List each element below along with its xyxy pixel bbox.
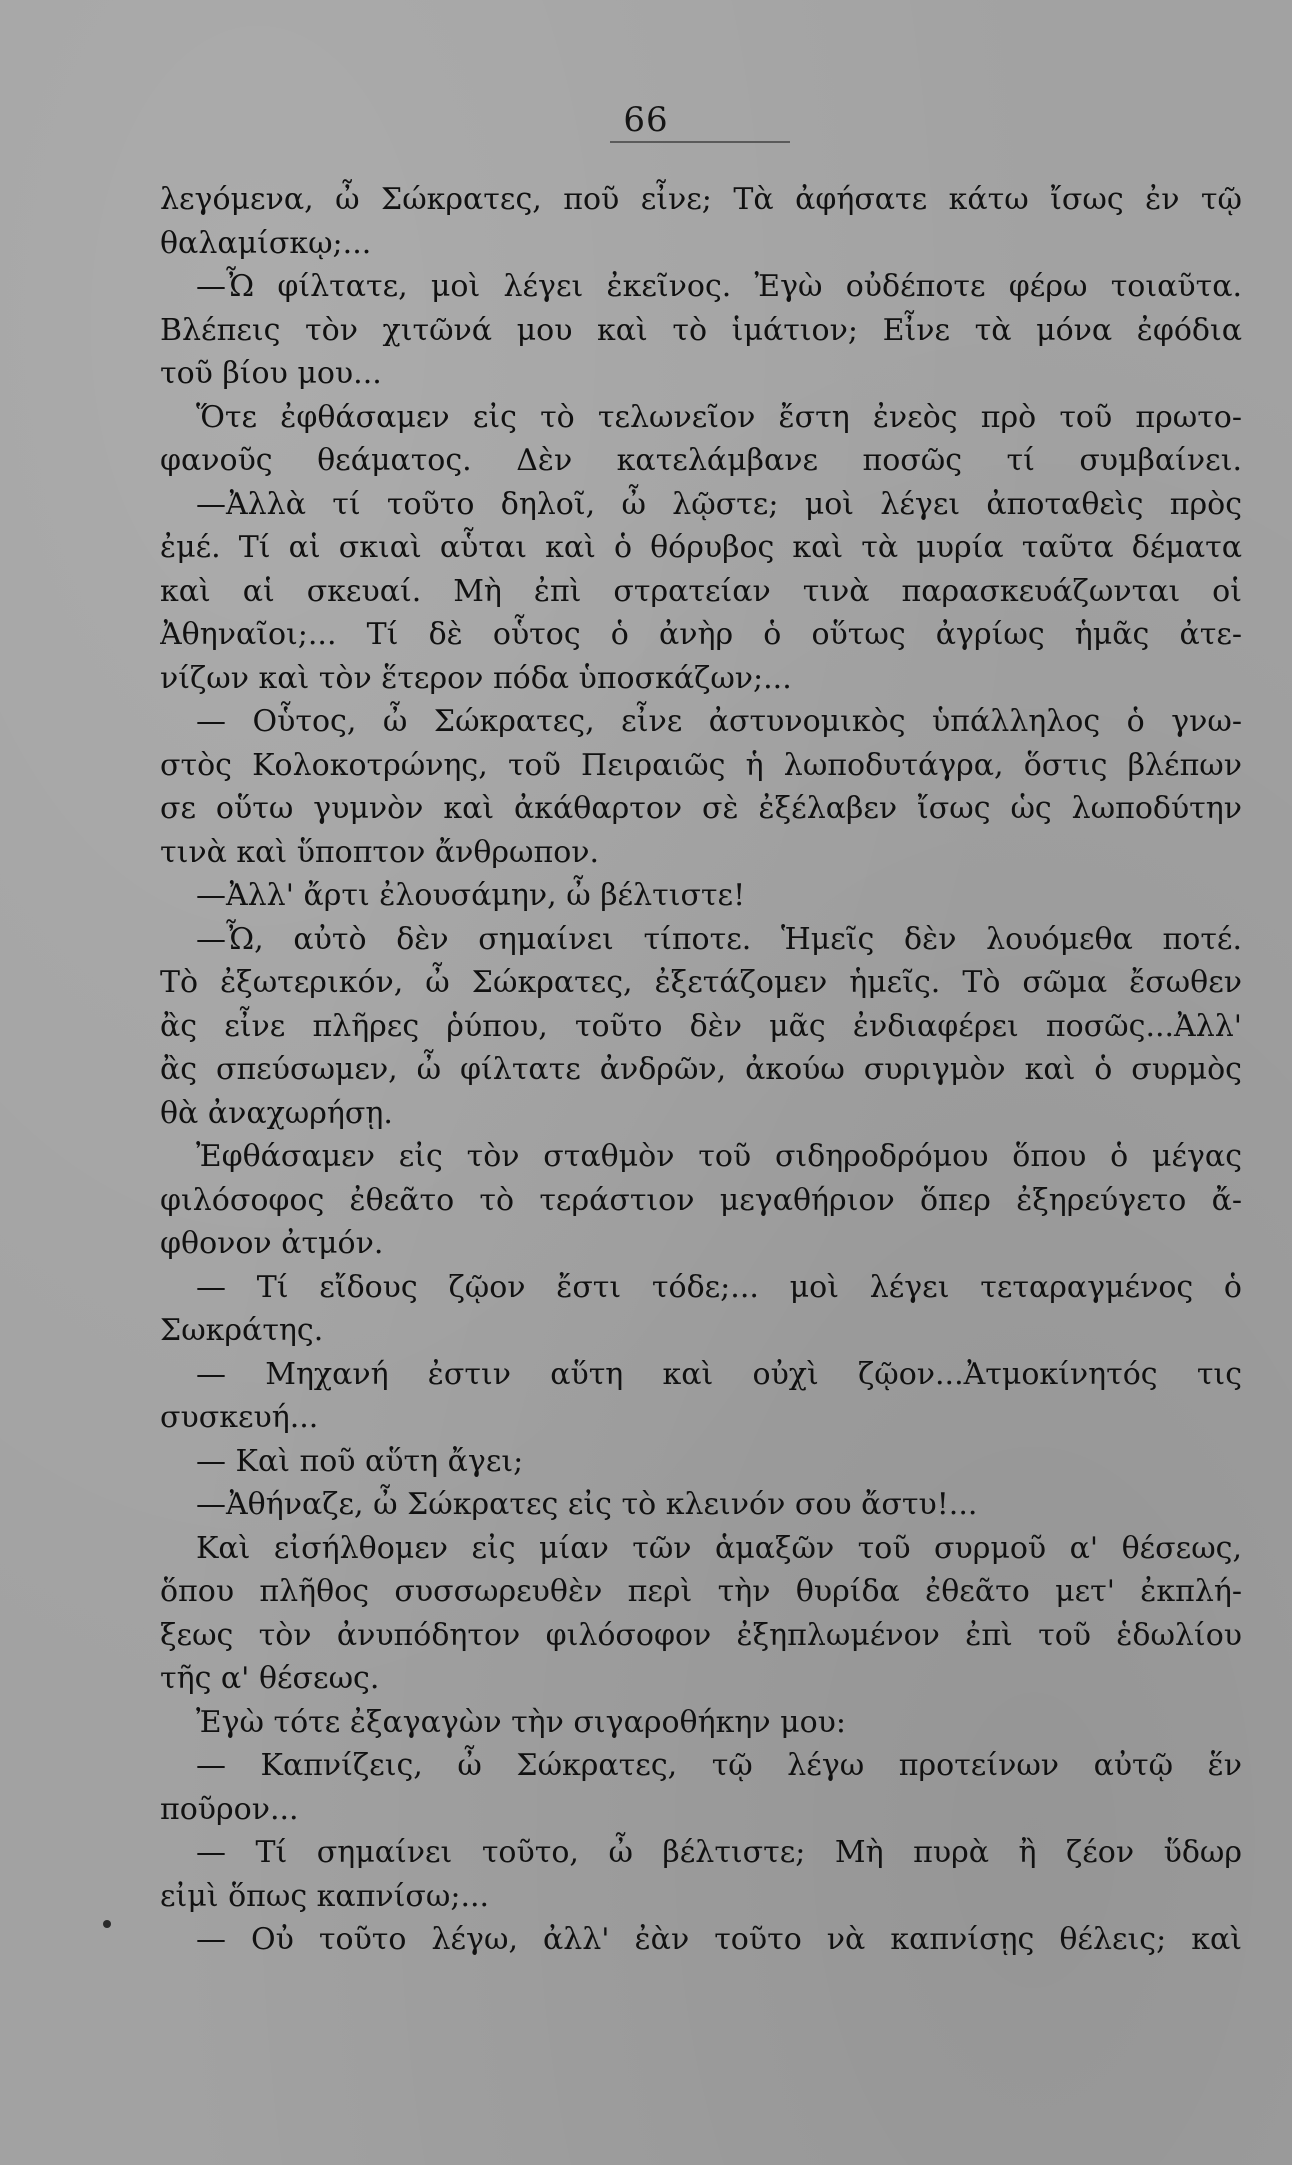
text-line-5: τοῦ βίου μου... bbox=[160, 356, 382, 391]
text-line-22: θὰ ἀναχωρήσῃ. bbox=[160, 1095, 393, 1131]
text-line-13: — Οὗτος, ὦ Σώκρατες, εἶνε ἀστυνομικὸς ὑπάλληλος ὁ γνω- bbox=[196, 704, 1242, 739]
text-line-11: Ἀθηναῖοι;... Τί δὲ οὗτος ὁ ἀνὴρ ὁ οὕτως ἀγρίως ἡμᾶς ἀτε- bbox=[160, 617, 1242, 652]
text-line-31: —Ἀθήναζε, ὦ Σώκρατες εἰς τὸ κλεινόν σου ἄστυ!... bbox=[196, 1487, 978, 1522]
text-line-40: εἰμὶ ὅπως καπνίσω;... bbox=[160, 1878, 490, 1914]
text-line-23: Ἐφθάσαμεν εἰς τὸν σταθμὸν τοῦ σιδηροδρόμου ὅπου ὁ μέγας bbox=[196, 1139, 1242, 1174]
text-line-1: λεγόμενα, ὦ Σώκρατες, ποῦ εἶνε; Τὰ ἀφήσατε κάτω ἴσως ἐν τῷ bbox=[160, 182, 1242, 217]
text-line-36: Ἐγὼ τότε ἐξαγαγὼν τὴν σιγαροθήκην μου: bbox=[196, 1704, 846, 1740]
body-text bbox=[160, 178, 1242, 1962]
text-line-34: ξεως τὸν ἀνυπόδητον φιλόσοφον ἐξηπλωμένον ἐπὶ τοῦ ἑδωλίου bbox=[160, 1617, 1242, 1653]
text-line-7: φανοῦς θεάματος. Δὲν κατελάμβανε ποσῶς τί συμβαίνει. bbox=[160, 443, 1242, 478]
text-line-15: σε οὕτω γυμνὸν καὶ ἀκάθαρτον σὲ ἐξέλαβεν ἴσως ὡς λωποδύτην bbox=[160, 791, 1242, 826]
text-line-6: Ὅτε ἐφθάσαμεν εἰς τὸ τελωνεῖον ἔστη ἐνεὸς πρὸ τοῦ πρωτο- bbox=[196, 399, 1242, 435]
text-line-20: ἂς εἶνε πλῆρες ῥύπου, τοῦτο δὲν μᾶς ἐνδιαφέρει ποσῶς...Ἀλλ' bbox=[160, 1008, 1242, 1044]
page-number-rule bbox=[610, 141, 790, 143]
margin-ink-dot bbox=[103, 1920, 111, 1928]
text-line-14: στὸς Κολοκοτρώνης, τοῦ Πειραιῶς ἡ λωποδυτάγρα, ὅστις βλέπων bbox=[160, 747, 1242, 783]
text-line-28: — Μηχανή ἐστιν αὕτη καὶ οὐχὶ ζῷον...Ἀτμοκίνητός τις bbox=[196, 1356, 1242, 1392]
text-line-21: ἂς σπεύσωμεν, ὦ φίλτατε ἀνδρῶν, ἀκούω συριγμὸν καὶ ὁ συρμὸς bbox=[160, 1052, 1242, 1087]
text-line-3: —Ὦ φίλτατε, μοὶ λέγει ἐκεῖνος. Ἐγὼ οὐδέποτε φέρω τοιαῦτα. bbox=[196, 269, 1242, 304]
text-line-33: ὅπου πλῆθος συσσωρευθὲν περὶ τὴν θυρίδα ἐθεᾶτο μετ' ἐκπλή- bbox=[160, 1574, 1242, 1609]
page-number: 66 bbox=[623, 100, 669, 140]
text-line-4: Βλέπεις τὸν χιτῶνά μου καὶ τὸ ἱμάτιον; Εἶνε τὰ μόνα ἐφόδια bbox=[160, 312, 1242, 348]
text-line-27: Σωκράτης. bbox=[160, 1313, 324, 1348]
text-line-37: — Καπνίζεις, ὦ Σώκρατες, τῷ λέγω προτείνων αὐτῷ ἕν bbox=[196, 1748, 1242, 1783]
text-line-18: —Ὦ, αὐτὸ δὲν σημαίνει τίποτε. Ἡμεῖς δὲν λουόμεθα ποτέ. bbox=[196, 921, 1242, 957]
text-line-25: φθονον ἀτμόν. bbox=[160, 1226, 384, 1261]
text-line-41: — Οὐ τοῦτο λέγω, ἀλλ' ἐὰν τοῦτο νὰ καπνίσῃς θέλεις; καὶ bbox=[196, 1922, 1242, 1957]
text-line-10: καὶ αἱ σκευαί. Μὴ ἐπὶ στρατείαν τινὰ παρασκευάζωνται οἱ bbox=[160, 573, 1242, 609]
text-line-19: Τὸ ἐξωτερικόν, ὦ Σώκρατες, ἐξετάζομεν ἡμεῖς. Τὸ σῶμα ἔσωθεν bbox=[160, 965, 1242, 1000]
text-line-35: τῆς α' θέσεως. bbox=[160, 1661, 380, 1696]
text-line-9: ἐμέ. Τί αἱ σκιαὶ αὗται καὶ ὁ θόρυβος καὶ τὰ μυρία ταῦτα δέματα bbox=[160, 530, 1242, 565]
text-line-39: — Τί σημαίνει τοῦτο, ὦ βέλτιστε; Μὴ πυρὰ ἢ ζέον ὕδωρ bbox=[196, 1835, 1242, 1870]
text-line-30: — Καὶ ποῦ αὕτη ἄγει; bbox=[196, 1443, 524, 1479]
text-line-8: —Ἀλλὰ τί τοῦτο δηλοῖ, ὦ λῷστε; μοὶ λέγει ἀποταθεὶς πρὸς bbox=[196, 486, 1242, 522]
text-line-2: θαλαμίσκῳ;... bbox=[160, 225, 372, 261]
text-line-29: συσκευή... bbox=[160, 1400, 319, 1435]
text-line-26: — Τί εἴδους ζῷον ἔστι τόδε;... μοὶ λέγει τεταραγμένος ὁ bbox=[196, 1269, 1242, 1305]
text-line-32: Καὶ εἰσήλθομεν εἰς μίαν τῶν ἁμαξῶν τοῦ συρμοῦ α' θέσεως, bbox=[196, 1530, 1242, 1566]
text-line-24: φιλόσοφος ἐθεᾶτο τὸ τεράστιον μεγαθήριον ὅπερ ἐξηρεύγετο ἄ- bbox=[160, 1182, 1242, 1218]
text-line-38: ποῦρον... bbox=[160, 1791, 299, 1827]
text-line-12: νίζων καὶ τὸν ἕτερον πόδα ὑποσκάζων;... bbox=[160, 660, 792, 696]
text-line-17: —Ἀλλ' ἄρτι ἐλουσάμην, ὦ βέλτιστε! bbox=[196, 878, 746, 913]
text-line-16: τινὰ καὶ ὕποπτον ἄνθρωπον. bbox=[160, 834, 600, 870]
